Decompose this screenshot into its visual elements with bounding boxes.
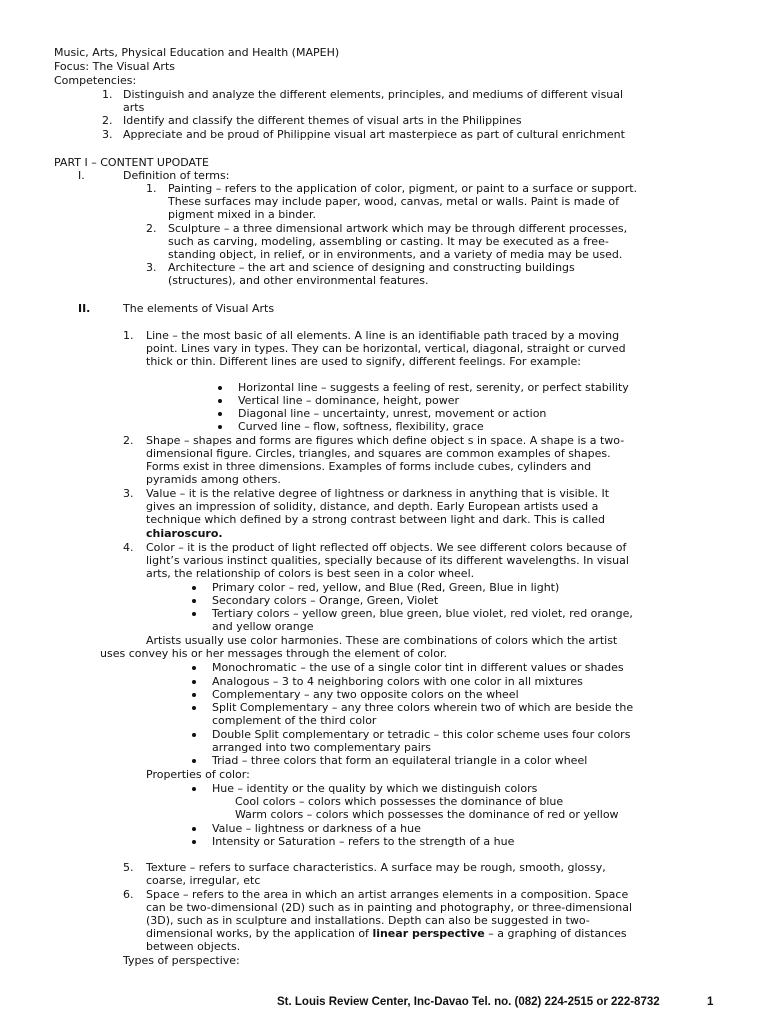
element-text: can be two-dimensional (2D) such as in painting and photography, or three-dimensional [146,901,633,914]
doc-title: Music, Arts, Physical Education and Health (MAPEH) [54,46,340,59]
element-text: Space – refers to the area in which an artist arranges elements in a composition. Space [146,888,629,901]
list-item: Double Split complementary or tetradic – this color scheme uses four colors [212,728,631,741]
element-text: Forms exist in three dimensions. Examples of forms include cubes, cylinders and [146,460,592,473]
list-item: and yellow orange [212,620,314,633]
bullet-icon [192,827,196,831]
list-item: arranged into two complementary pairs [212,741,432,754]
element-text: technique which defined by a strong contrast between light and dark. This is called [146,513,606,526]
list-item: Secondary colors – Orange, Green, Violet [212,594,439,607]
term-text: such as carving, modeling, assembling or casting. It may be executed as a free- [168,235,609,248]
list-item: Primary color – red, yellow, and Blue (Red, Green, Blue in light) [212,581,560,594]
bullet-icon [192,680,196,684]
element-text: Shape – shapes and forms are figures which define object s in space. A shape is a two- [146,434,625,447]
part1-heading: PART I – CONTENT UPODATE [54,156,209,169]
bullet-icon [218,425,222,429]
competency-text: Appreciate and be proud of Philippine visual art masterpiece as part of cultural enrichment [123,128,625,141]
sub-item: Cool colors – colors which possesses the dominance of blue [235,795,564,808]
list-item: Curved line – flow, softness, flexibility, grace [238,420,484,433]
bullet-icon [192,599,196,603]
competencies-label: Competencies: [54,74,137,87]
bullet-icon [192,840,196,844]
term-text: pigment mixed in a binder. [168,208,317,221]
element-text: (3D), such as in sculpture and installations. Depth can also be suggested in two- [146,914,590,927]
properties-label: Properties of color: [146,768,250,781]
term-number: 2. [146,222,157,235]
list-item: Intensity or Saturation – refers to the strength of a hue [212,835,515,848]
list-item: complement of the third color [212,714,377,727]
term-number: 1. [146,182,157,195]
perspective-label: Types of perspective: [123,954,240,967]
list-item: Diagonal line – uncertainty, unrest, movement or action [238,407,547,420]
element-text: between objects. [146,940,241,953]
bullet-icon [192,612,196,616]
element-text: coarse, irregular, etc [146,874,261,887]
element-number: 2. [123,434,134,447]
list-item: Complementary – any two opposite colors on the wheel [212,688,519,701]
list-item: Vertical line – dominance, height, power [238,394,460,407]
element-text-part: dimensional works, by the application of [146,927,373,940]
element-number: 6. [123,888,134,901]
bullet-icon [192,787,196,791]
focus-line: Focus: The Visual Arts [54,60,175,73]
element-text: thick or thin. Different lines are used to signify, different feelings. For example: [146,355,581,368]
list-item: Triad – three colors that form an equilateral triangle in a color wheel [212,754,588,767]
term-text: standing object, in relief, or in environments, and a variety of media may be used. [168,248,623,261]
element-text: Texture – refers to surface characteristics. A surface may be rough, smooth, glossy, [146,861,606,874]
paragraph-text: Artists usually use color harmonies. These are combinations of colors which the artist [146,634,618,647]
element-text: arts, the relationship of colors is best seen in a color wheel. [146,567,475,580]
list-item: Horizontal line – suggests a feeling of rest, serenity, or perfect stability [238,381,629,394]
sub-item: Warm colors – colors which possesses the dominance of red or yellow [235,808,619,821]
bullet-icon [192,666,196,670]
competency-text: arts [123,101,145,114]
bullet-icon [192,586,196,590]
element-text: Color – it is the product of light reflected off objects. We see different colors because of [146,541,627,554]
element-text: gives an impression of solidity, distance, and depth. Early European artists used a [146,500,599,513]
list-item: Tertiary colors – yellow green, blue green, blue violet, red violet, red orange, [212,607,633,620]
term-text: These surfaces may include paper, wood, canvas, metal or walls. Paint is made of [168,195,620,208]
competency-number: 1. [102,88,113,101]
bullet-icon [192,733,196,737]
element-number: 1. [123,329,134,342]
list-item: Split Complementary – any three colors wherein two of which are beside the [212,701,634,714]
list-item: Hue – identity or the quality by which we distinguish colors [212,782,538,795]
element-number: 3. [123,487,134,500]
element-text: point. Lines vary in types. They can be horizontal, vertical, diagonal, straight or curved [146,342,626,355]
section2-number: II. [78,302,91,315]
element-text: light’s various instinct qualities, specially because of its different wavelengths. In visual [146,554,629,567]
term-text: Sculpture – a three dimensional artwork which may be through different processes, [168,222,628,235]
element-text: Value – it is the relative degree of lightness or darkness in anything that is visible. It [146,487,610,500]
linear-perspective-term: linear perspective [372,927,485,940]
competency-number: 3. [102,128,113,141]
section1-number: I. [78,169,85,182]
competency-text: Distinguish and analyze the different elements, principles, and mediums of different visual [123,88,624,101]
bullet-icon [218,399,222,403]
competency-text: Identify and classify the different themes of visual arts in the Philippines [123,114,522,127]
paragraph-text: uses convey his or her messages through the element of color. [100,647,447,660]
footer-text: St. Louis Review Center, Inc-Davao Tel. no. (082) 224-2515 or 222-8732 [277,996,660,1008]
bullet-icon [192,706,196,710]
bullet-icon [218,386,222,390]
term-text: Architecture – the art and science of designing and constructing buildings [168,261,575,274]
element-text: pyramids among others. [146,473,281,486]
chiaroscuro-term: chiaroscuro. [146,527,223,540]
element-text: Line – the most basic of all elements. A line is an identifiable path traced by a moving [146,329,620,342]
element-text: dimensional figure. Circles, triangles, and squares are common examples of shapes. [146,447,611,460]
list-item: Value – lightness or darkness of a hue [212,822,421,835]
section2-title: The elements of Visual Arts [123,302,275,315]
bullet-icon [192,693,196,697]
element-number: 5. [123,861,134,874]
term-text: (structures), and other environmental features. [168,274,429,287]
section1-title: Definition of terms: [123,169,230,182]
competency-number: 2. [102,114,113,127]
element-number: 4. [123,541,134,554]
page-number: 1 [707,996,714,1008]
list-item: Analogous – 3 to 4 neighboring colors with one color in all mixtures [212,675,583,688]
term-number: 3. [146,261,157,274]
element-text-part: – a graphing of distances [484,927,627,940]
bullet-icon [192,759,196,763]
list-item: Monochromatic – the use of a single color tint in different values or shades [212,661,624,674]
element-text [146,927,627,940]
term-text: Painting – refers to the application of color, pigment, or paint to a surface or support. [168,182,638,195]
bullet-icon [218,412,222,416]
